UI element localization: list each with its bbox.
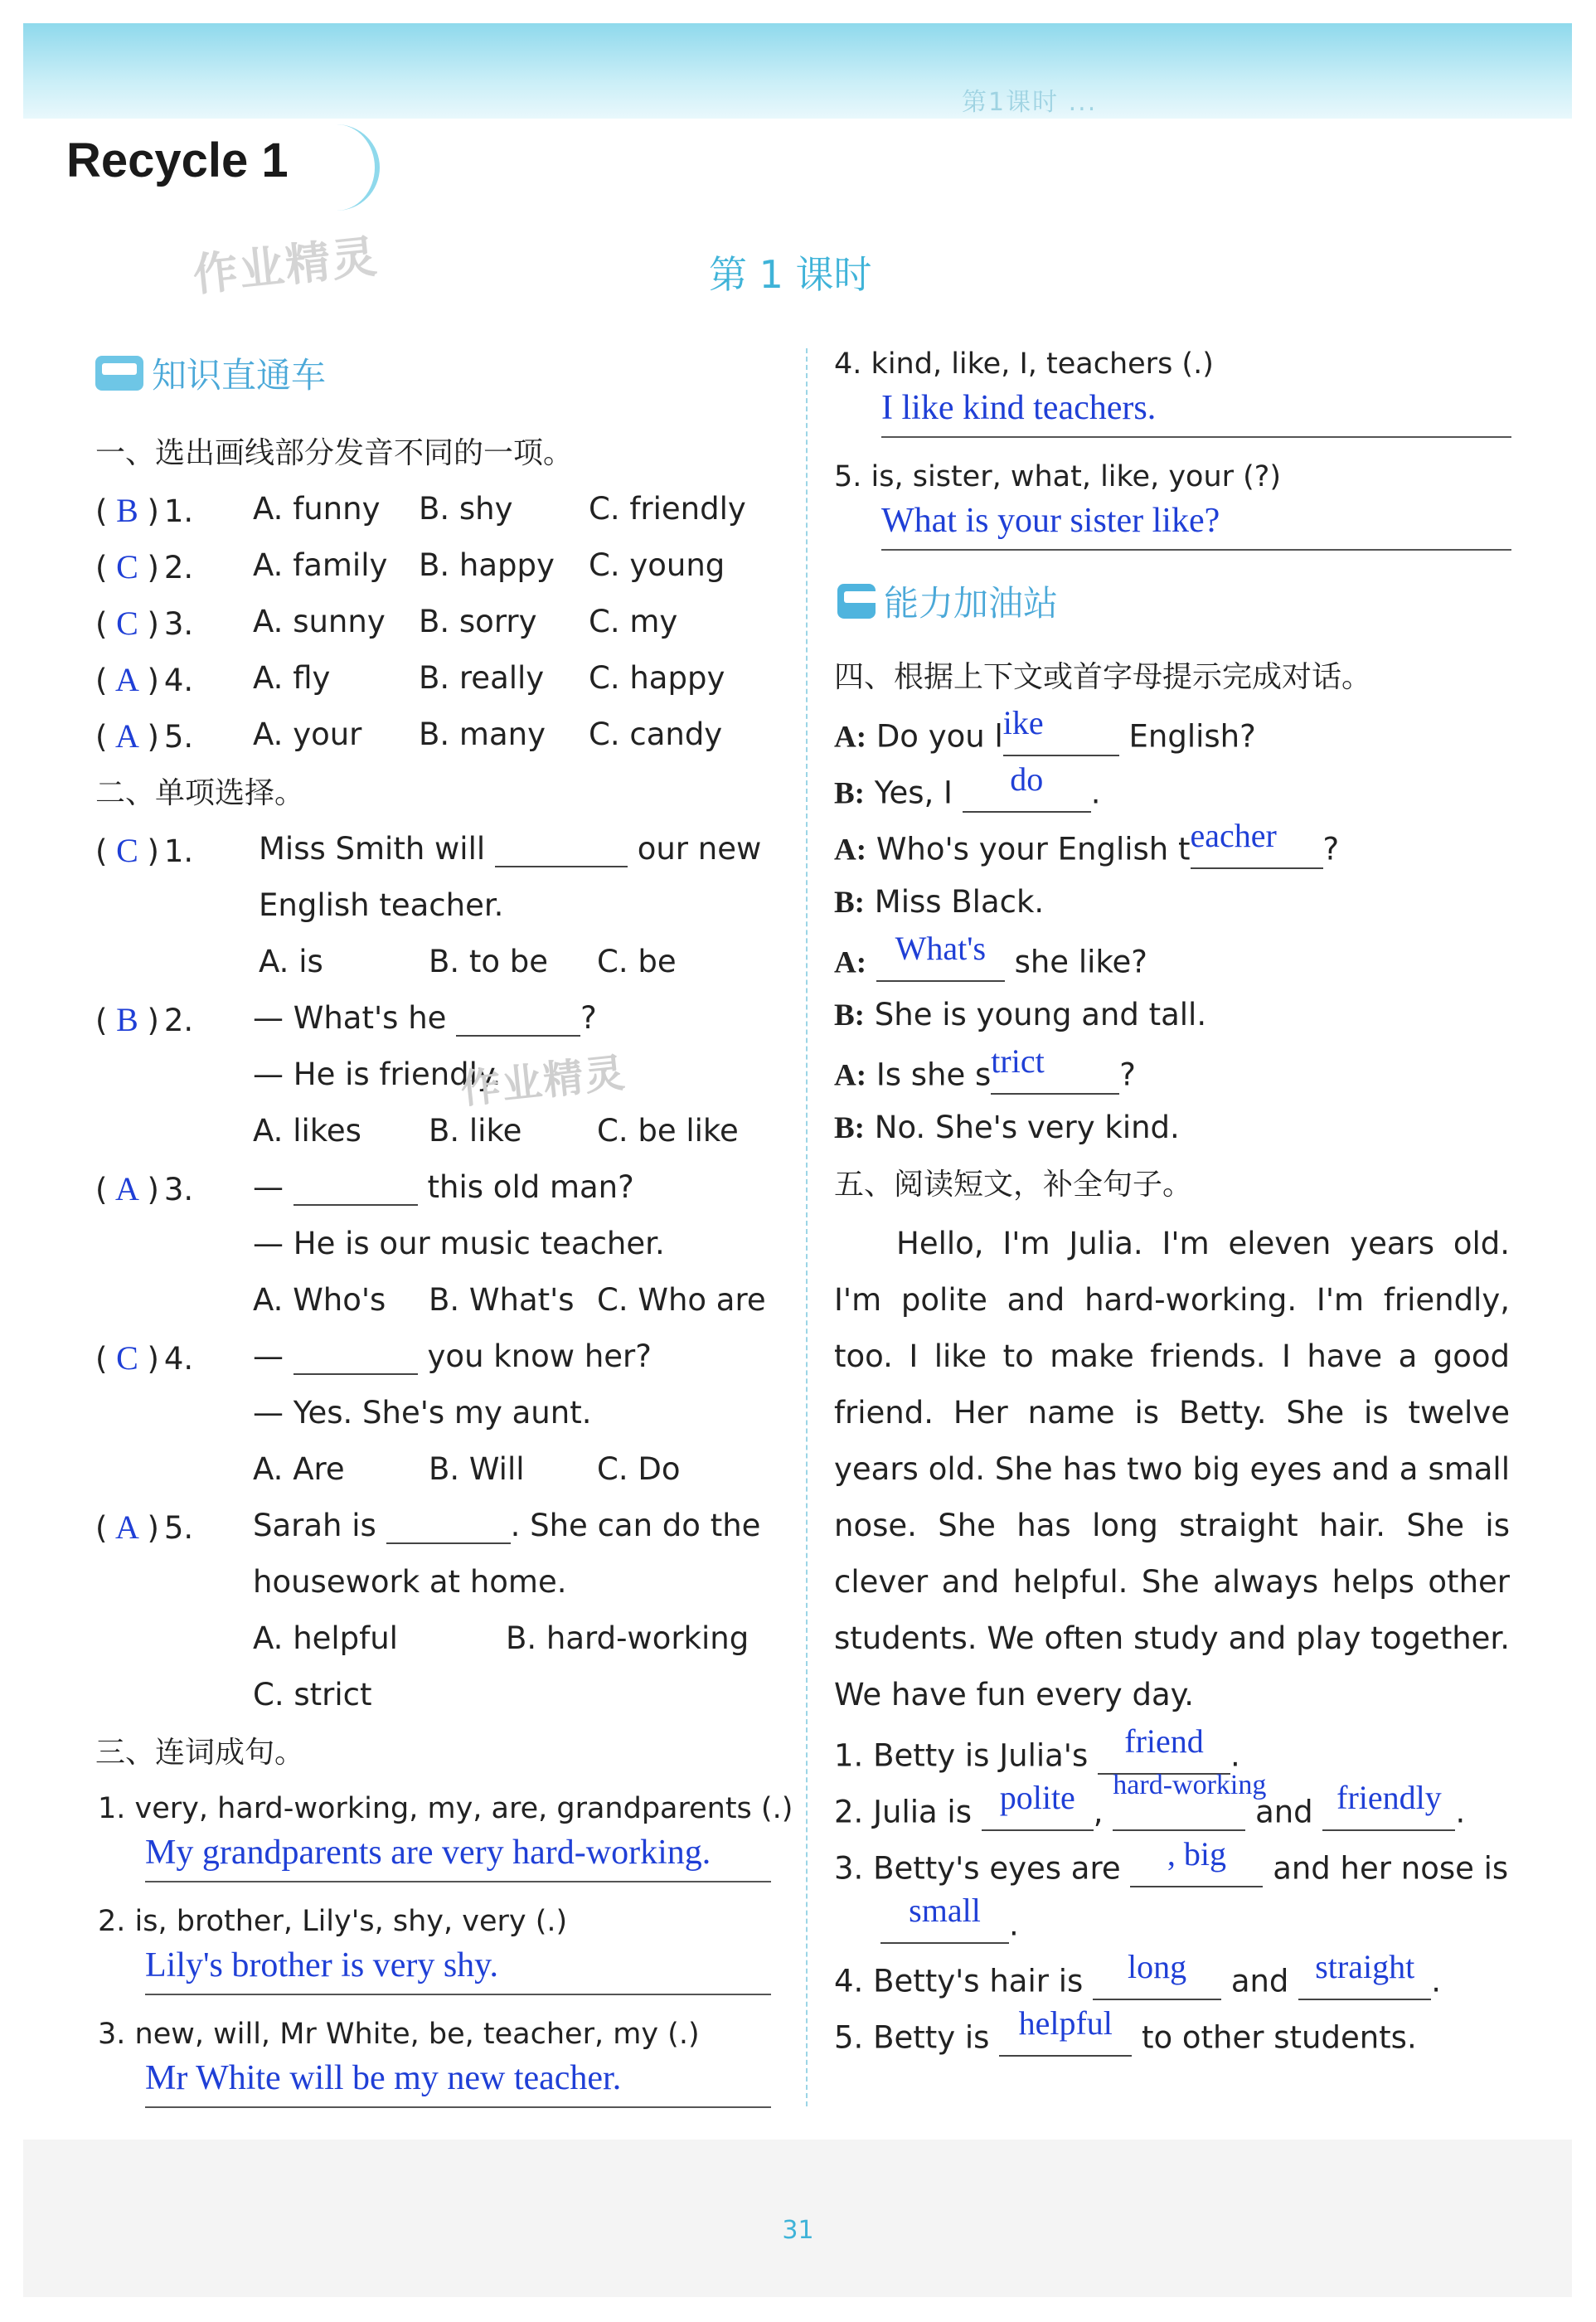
q3-item-3-answer: Mr White will be my new teacher. — [145, 2059, 622, 2097]
section-heading-ability: 能力加油站 — [837, 576, 1058, 626]
fill-item-2: 2. Julia is polite , hard-working and friendly . — [834, 1770, 1466, 1830]
answer-line — [145, 1994, 771, 1995]
dialog-line-4: B: Miss Black. — [834, 884, 1045, 920]
q4-title: 四、根据上下文或首字母提示完成对话。 — [834, 660, 1372, 694]
q2-item-5: ( A ) 5. Sarah is . She can do the — [95, 1508, 761, 1546]
fill-item-1: 1. Betty is Julia's friend . — [834, 1722, 1240, 1774]
q1-row-3: ( C ) 3. A. sunny B. sorry C. my — [95, 604, 678, 642]
q3-item-4-words: 4. kind, like, I, teachers (.) — [834, 347, 1214, 381]
q2-item-1-line2: English teacher. — [259, 887, 504, 923]
q2-item-2-line2: — He is friendly. — [253, 1057, 502, 1092]
q2-item-3-options: A. Who's B. What's C. Who are — [253, 1282, 766, 1318]
bus-icon — [95, 356, 143, 391]
section-heading-knowledge: 知识直通车 — [95, 348, 326, 398]
q3-item-5-answer: What is your sister like? — [881, 502, 1220, 540]
reading-passage: Hello, I'm Julia. I'm eleven years old. I'm polite and hard-working. I'm friendly, too. I like to make friends. I have a good friend. Her name is Betty. She is twelve years old. She has two big eyes and a small nose. She has long straight hair. She is clever and helpful. She always helps other students. We often study and play together. We have fun every day. — [834, 1226, 1510, 1712]
q3-item-4-answer: I like kind teachers. — [881, 389, 1157, 427]
dialog-line-2: B: Yes, I do . — [834, 771, 1100, 813]
header-faint-text: 第1课时 ... — [962, 88, 1098, 117]
fill-item-4: 4. Betty's hair is long and straight . — [834, 1948, 1441, 1999]
unit-title: Recycle 1 — [66, 134, 289, 187]
answer-line — [145, 2106, 771, 2108]
q1-row-5: ( A ) 5. A. your B. many C. candy — [95, 717, 723, 755]
q1-row-4: ( A ) 4. A. fly B. really C. happy — [95, 660, 725, 698]
answer-line — [145, 1881, 771, 1882]
fill-item-3-cont: small . — [880, 1902, 1019, 1944]
q2-item-5-options-ab: A. helpful B. hard-working — [253, 1620, 749, 1656]
q2-item-3: ( A ) 3. — this old man? — [95, 1169, 634, 1207]
header-band — [23, 23, 1572, 119]
fill-item-3: 3. Betty's eyes are , big and her nose is — [834, 1835, 1509, 1887]
watermark-2: 作业精灵 — [458, 1049, 628, 1114]
q3-item-3-words: 3. new, will, Mr White, be, teacher, my (.) — [98, 2018, 700, 2051]
q3-item-2-words: 2. is, brother, Lily's, shy, very (.) — [98, 1905, 568, 1938]
q2-item-1: ( C ) 1. Miss Smith will our new — [95, 831, 762, 869]
q5-title: 五、阅读短文，补全句子。 — [834, 1168, 1193, 1202]
q2-item-2: ( B ) 2. — What's he ? — [95, 1000, 597, 1038]
q2-item-1-options: A. is B. to be C. be — [259, 944, 677, 979]
q3-title: 三、连词成句。 — [95, 1736, 305, 1770]
answer-line — [881, 549, 1511, 551]
dialog-line-7: A: Is she strict ? — [834, 1053, 1136, 1095]
watermark: 作业精灵 — [190, 230, 381, 302]
dialog-line-3: A: Who's your English teacher ? — [834, 828, 1339, 869]
lesson-title: 第 1 课时 — [709, 252, 872, 297]
q2-item-3-line2: — He is our music teacher. — [253, 1226, 665, 1261]
dialog-line-5: A: What's she like? — [834, 940, 1147, 982]
q3-item-5-words: 5. is, sister, what, like, your (?) — [834, 460, 1282, 493]
page-number: 31 — [782, 2216, 814, 2245]
q2-item-4-line2: — Yes. She's my aunt. — [253, 1395, 592, 1431]
q3-item-2-answer: Lily's brother is very shy. — [145, 1946, 498, 1984]
dialog-line-6: B: She is young and tall. — [834, 997, 1207, 1032]
q2-item-5-line2: housework at home. — [253, 1564, 567, 1600]
q1-title: 一、选出画线部分发音不同的一项。 — [95, 436, 574, 470]
q2-item-4-options: A. Are B. Will C. Do — [253, 1451, 681, 1487]
q1-row-1: ( B ) 1. A. funny B. shy C. friendly — [95, 491, 746, 529]
q2-title: 二、单项选择。 — [95, 776, 305, 810]
dialog-line-8: B: No. She's very kind. — [834, 1110, 1180, 1145]
laptop-icon — [837, 584, 876, 619]
q2-item-4: ( C ) 4. — you know her? — [95, 1338, 652, 1377]
q2-item-5-option-c: C. strict — [253, 1677, 372, 1712]
fill-item-5: 5. Betty is helpful to other students. — [834, 2004, 1417, 2056]
answer-line — [881, 436, 1511, 438]
q3-item-1-answer: My grandparents are very hard-working. — [145, 1834, 711, 1872]
q3-item-1-words: 1. very, hard-working, my, are, grandparents (.) — [98, 1792, 793, 1825]
column-divider — [806, 348, 808, 2106]
dialog-line-1: A: Do you like English? — [834, 715, 1256, 756]
q1-row-2: ( C ) 2. A. family B. happy C. young — [95, 547, 725, 585]
q2-item-2-options: A. likes B. like C. be like — [253, 1113, 739, 1149]
